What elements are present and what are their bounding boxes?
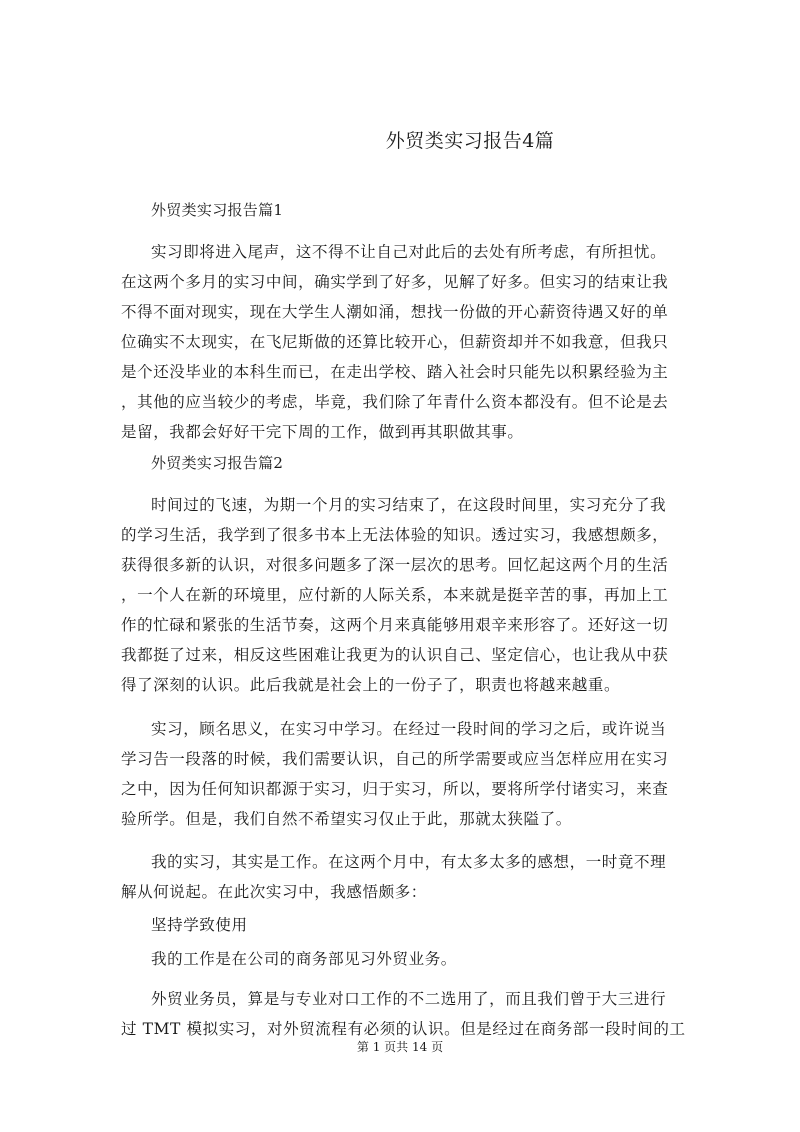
paragraph-line: 是个还没毕业的本科生而已，在走出学校、踏入社会时只能先以积累经验为主 <box>121 363 669 381</box>
paragraph-line: 解从何说起。在此次实习中，我感悟颇多： <box>121 883 427 901</box>
paragraph-line: 外贸业务员，算是与专业对口工作的不二选用了，而且我们曾于大三进行 <box>151 990 667 1008</box>
paragraph-line: ，其他的应当较少的考虑，毕竟，我们除了年青什么资本都没有。但不论是去 <box>121 393 669 411</box>
paragraph-line: 获得很多新的认识，对很多问题多了深一层次的思考。回忆起这两个月的生活 <box>121 556 669 574</box>
section-heading-1: 外贸类实习报告篇1 <box>151 201 284 219</box>
paragraph-line: 实习，顾名思义，在实习中学习。在经过一段时间的学习之后，或许说当 <box>151 720 667 738</box>
section-heading-2: 外贸类实习报告篇2 <box>151 454 284 472</box>
paragraph-line: 学习告一段落的时候，我们需要认识，自己的所学需要或应当怎样应用在实习 <box>121 750 669 768</box>
paragraph-line: 我的实习，其实是工作。在这两个月中，有太多太多的感想，一时竟不理 <box>151 853 667 871</box>
paragraph-line: 作的忙碌和紧张的生活节奏，这两个月来真能够用艰辛来形容了。还好这一切 <box>121 616 669 634</box>
paragraph-line: 坚持学致使用 <box>151 916 248 934</box>
document-title: 外贸类实习报告4篇 <box>385 130 555 152</box>
paragraph-line: 过 TMT 模拟实习，对外贸流程有必须的认识。但是经过在商务部一段时间的工 <box>121 1020 686 1038</box>
paragraph-line: 的学习生活，我学到了很多书本上无法体验的知识。透过实习，我感想颇多， <box>121 526 669 544</box>
paragraph-line: 之中，因为任何知识都源于实习，归于实习，所以，要将所学付诸实习，来查 <box>121 780 669 798</box>
paragraph-line: 实习即将进入尾声，这不得不让自己对此后的去处有所考虑，有所担忧。 <box>151 243 667 261</box>
paragraph-line: 位确实不太现实，在飞尼斯做的还算比较开心，但薪资却并不如我意，但我只 <box>121 333 669 351</box>
paragraph-line: 时间过的飞速，为期一个月的实习结束了，在这段时间里，实习充分了我 <box>151 496 667 514</box>
paragraph-line: 我都挺了过来，相反这些困难让我更为的认识自己、坚定信心，也让我从中获 <box>121 646 669 664</box>
paragraph-line: 是留，我都会好好干完下周的工作，做到再其职做其事。 <box>121 423 524 441</box>
paragraph-line: 验所学。但是，我们自然不希望实习仅止于此，那就太狭隘了。 <box>121 810 572 828</box>
paragraph-line: ，一个人在新的环境里，应付新的人际关系，本来就是挺辛苦的事，再加上工 <box>121 586 669 604</box>
page-number-footer: 第 1 页共 14 页 <box>356 1040 444 1054</box>
paragraph-line: 不得不面对现实，现在大学生人潮如涌，想找一份做的开心薪资待遇又好的单 <box>121 303 669 321</box>
paragraph-line: 在这两个多月的实习中间，确实学到了好多，见解了好多。但实习的结束让我 <box>121 273 669 291</box>
paragraph-line: 得了深刻的认识。此后我就是社会上的一份子了，职责也将越来越重。 <box>121 676 621 694</box>
paragraph-line: 我的工作是在公司的商务部见习外贸业务。 <box>151 950 457 968</box>
